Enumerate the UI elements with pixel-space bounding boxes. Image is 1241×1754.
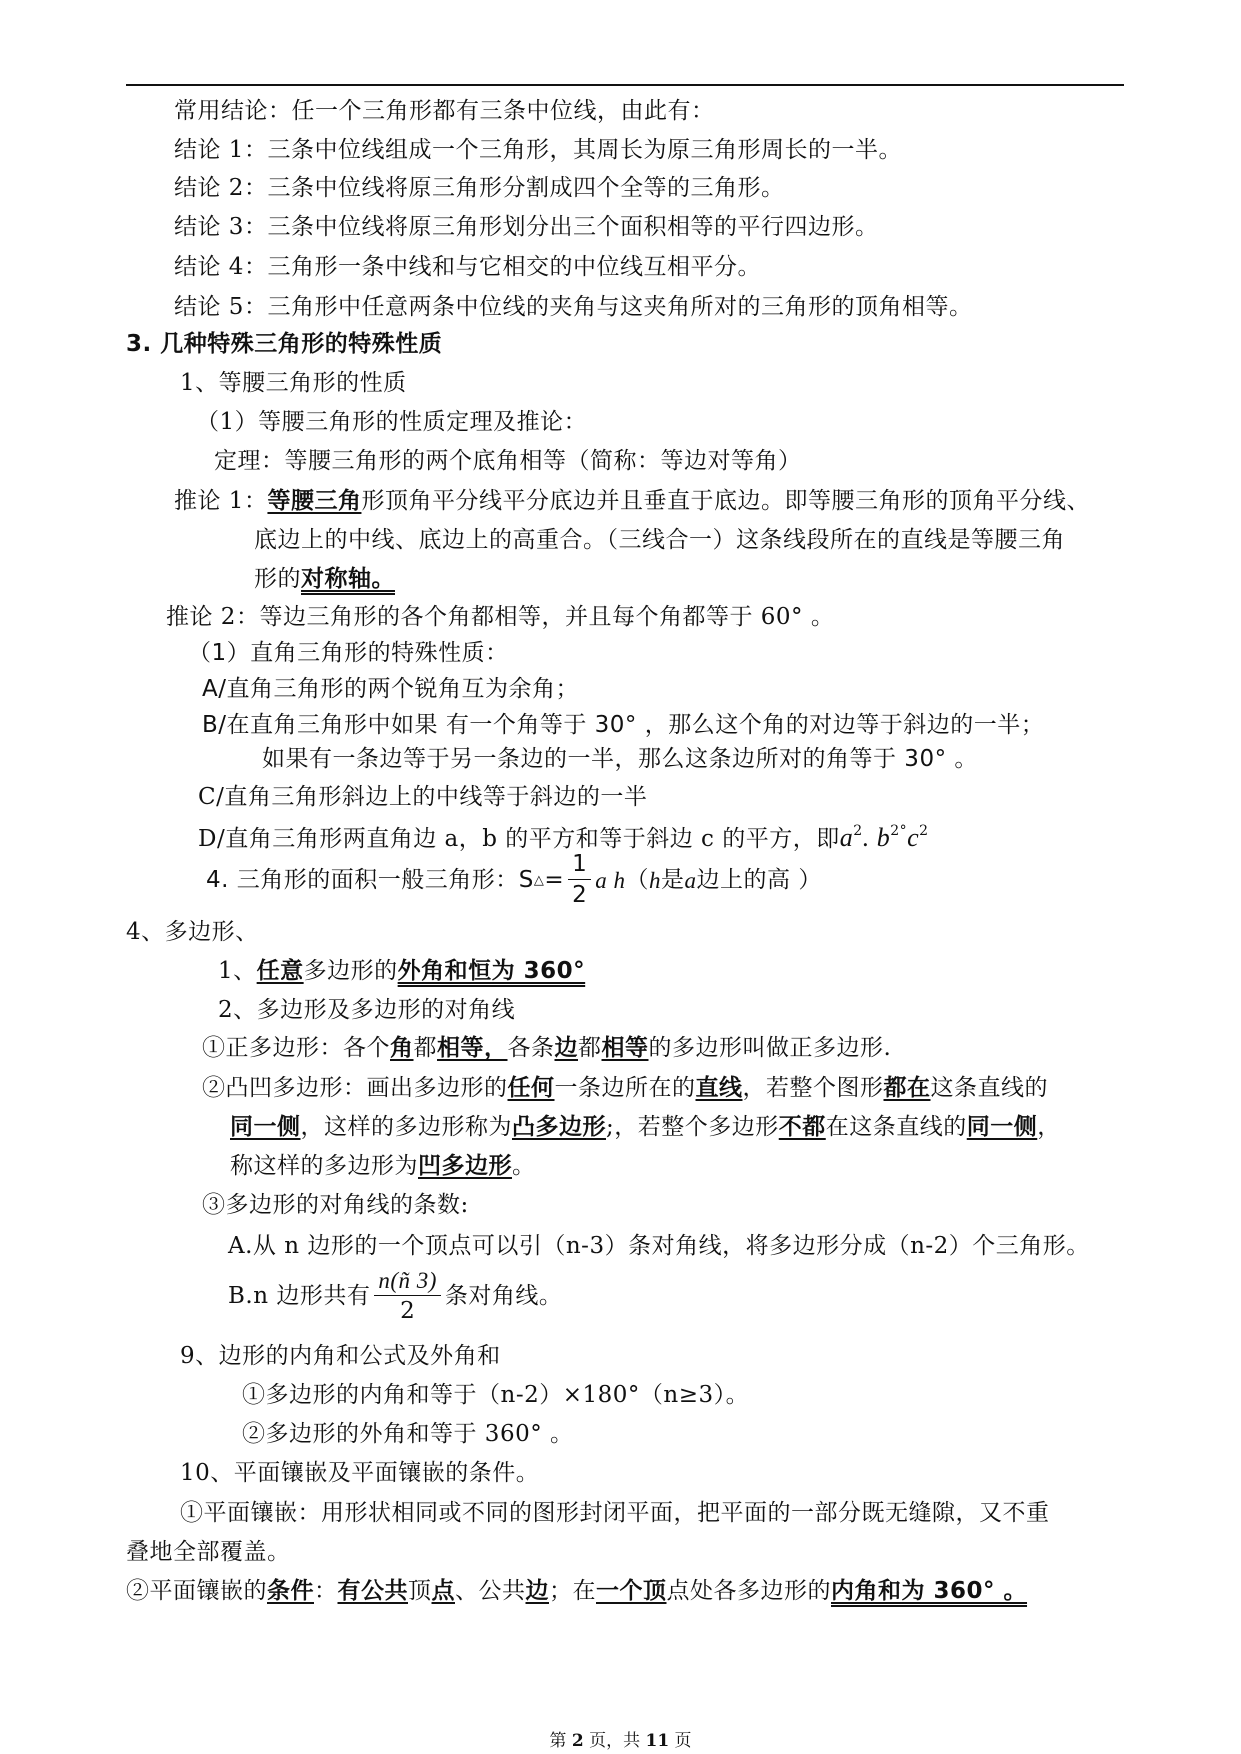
tessellation-condition: ②平面镶嵌的条件：有公共顶点、公共边；在一个顶点处各多边形的内角和为 360° 。 bbox=[126, 1578, 1028, 1604]
polygon-exterior-angle: 1、任意多边形的外角和恒为 360° bbox=[218, 958, 586, 984]
interior-angle-sum: ①多边形的内角和等于（n-2）×180°（n≥3）。 bbox=[242, 1382, 750, 1408]
diagonal-count-b: B.n 边形共有 $\frac{n(ñ 3)}{2}$ 条对角线。 bbox=[228, 1268, 563, 1324]
right-triangle-heading: （1）直角三角形的特殊性质： bbox=[188, 640, 509, 666]
total-page-count: 11 bbox=[645, 1731, 670, 1751]
isosceles-theorem-heading: （1）等腰三角形的性质定理及推论： bbox=[196, 409, 588, 435]
conclusion-5: 结论 5：三角形中任意两条中位线的夹角与这夹角所对的三角形的顶角相等。 bbox=[174, 294, 973, 320]
isosceles-heading: 1、等腰三角形的性质 bbox=[180, 370, 407, 396]
conclusion-1: 结论 1：三条中位线组成一个三角形，其周长为原三角形周长的一半。 bbox=[174, 137, 902, 163]
angle-sum-heading: 9、边形的内角和公式及外角和 bbox=[180, 1343, 501, 1369]
tessellation-definition-2: 叠地全部覆盖。 bbox=[126, 1539, 291, 1565]
corollary-2: 推论 2：等边三角形的各个角都相等，并且每个角都等于 60° 。 bbox=[166, 604, 835, 630]
right-triangle-d: D/直角三角形两直角边 a，b 的平方和等于斜边 c 的平方，即$a^2$. $b^{2^\circ}c^2$ bbox=[198, 823, 929, 852]
convex-concave-line-2: 同一侧，这样的多边形称为凸多边形;，若整个多边形不都在这条直线的同一侧， bbox=[230, 1114, 1061, 1140]
isosceles-theorem: 定理：等腰三角形的两个底角相等（简称：等边对等角） bbox=[214, 448, 802, 474]
header-rule bbox=[126, 84, 1124, 86]
diagonal-count-a: A.从 n 边形的一个顶点可以引（n-3）条对角线，将多边形分成（n-2）个三角形。 bbox=[228, 1233, 1090, 1259]
convex-concave-line-1: ②凸凹多边形：画出多边形的任何一条边所在的直线，若整个图形都在这条直线的 bbox=[202, 1075, 1048, 1101]
corollary-1-line-1: 推论 1：等腰三角形顶角平分线平分底边并且垂直于底边。即等腰三角形的顶角平分线、 bbox=[174, 488, 1090, 514]
conclusion-4: 结论 4：三角形一条中线和与它相交的中位线互相平分。 bbox=[174, 254, 761, 280]
diagonal-count-heading: ③多边形的对角线的条数: bbox=[202, 1192, 469, 1218]
convex-concave-line-3: 称这样的多边形为凹多边形。 bbox=[230, 1153, 536, 1179]
current-page-number: 2 bbox=[571, 1731, 584, 1751]
underlined-isosceles: 等腰三角 bbox=[267, 488, 362, 514]
common-conclusion: 常用结论：任一个三角形都有三条中位线，由此有： bbox=[174, 98, 715, 124]
right-triangle-b-2: 如果有一条边等于另一条边的一半，那么这条边所对的角等于 30° 。 bbox=[262, 746, 978, 772]
triangle-area-formula: 4. 三角形的面积一般三角形：S △ = $\frac{1}{2}$ a h （ h 是 a 边上的高 ） bbox=[206, 851, 822, 908]
fraction-one-half: $\frac{1}{2}$ bbox=[568, 853, 591, 907]
exterior-angle-sum: ②多边形的外角和等于 360° 。 bbox=[242, 1421, 574, 1447]
underlined-symmetry-axis: 对称轴。 bbox=[301, 566, 395, 592]
tessellation-heading: 10、平面镶嵌及平面镶嵌的条件。 bbox=[180, 1460, 540, 1486]
fraction-diagonals: $\frac{n(ñ 3)}{2}$ bbox=[374, 1269, 441, 1323]
section-heading-3: 3. 几种特殊三角形的特殊性质 bbox=[126, 331, 443, 357]
conclusion-3: 结论 3：三条中位线将原三角形划分出三个面积相等的平行四边形。 bbox=[174, 214, 879, 240]
corollary-1-line-3: 形的对称轴。 bbox=[254, 566, 395, 592]
page-footer: 第 2 页，共 11 页 bbox=[549, 1731, 692, 1751]
regular-polygon-definition: ①正多边形：各个角都相等，各条边都相等的多边形叫做正多边形. bbox=[202, 1035, 892, 1061]
right-triangle-a: A/直角三角形的两个锐角互为余角； bbox=[202, 676, 579, 702]
right-triangle-b: B/在直角三角形中如果 有一个角等于 30° ，那么这个角的对边等于斜边的一半； bbox=[202, 712, 1045, 738]
conclusion-2: 结论 2：三条中位线将原三角形分割成四个全等的三角形。 bbox=[174, 175, 785, 201]
polygon-heading: 4、多边形、 bbox=[126, 919, 259, 945]
tessellation-definition: ①平面镶嵌：用形状相同或不同的图形封闭平面，把平面的一部分既无缝隙，又不重 bbox=[180, 1500, 1050, 1526]
corollary-1-line-2: 底边上的中线、底边上的高重合。（三线合一）这条线段所在的直线是等腰三角 bbox=[254, 527, 1065, 553]
polygon-diagonal-heading: 2、多边形及多边形的对角线 bbox=[218, 997, 516, 1023]
right-triangle-c: C/直角三角形斜边上的中线等于斜边的一半 bbox=[198, 784, 648, 810]
